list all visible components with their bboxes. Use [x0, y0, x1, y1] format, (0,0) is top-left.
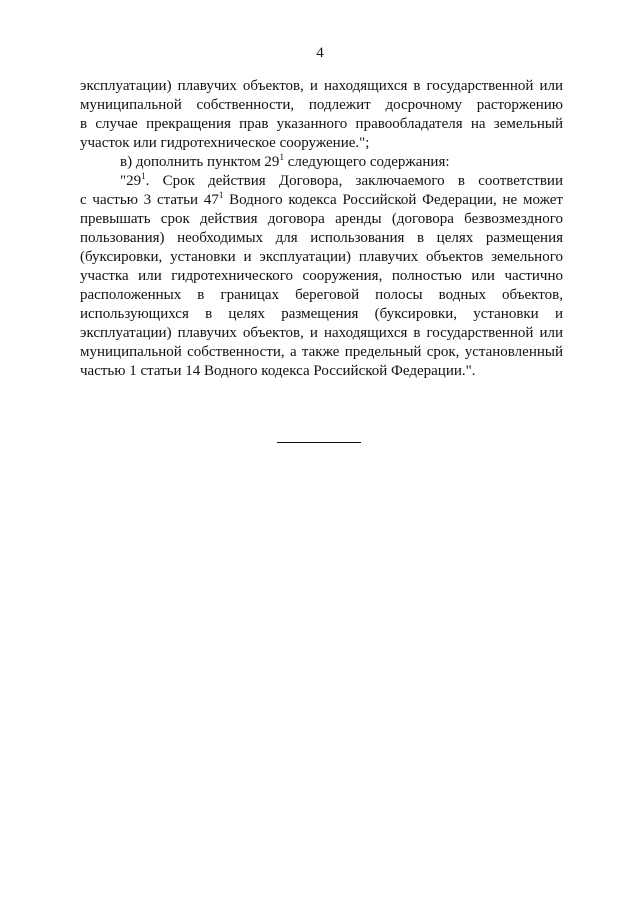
text-line-main: использующихся в целях размещения (буксировки, установки и: [80, 306, 563, 322]
text-line-main: эксплуатации) плавучих объектов, и находящихся в государственной или: [80, 325, 563, 341]
text-line: [80, 324, 563, 343]
text-line: [80, 362, 563, 381]
text-line: [80, 229, 563, 248]
text-line-main: пользования) необходимых для использования в целях размещения: [80, 230, 563, 246]
text-line: [80, 210, 563, 229]
text-line-main: муниципальной собственности, подлежит досрочному расторжению: [80, 97, 563, 113]
text-line: [80, 248, 563, 267]
text-line-main: эксплуатации) плавучих объектов, и находящихся в государственной или: [80, 78, 563, 94]
text-line-main: в случае прекращения прав указанного правообладателя на земельный: [80, 116, 563, 132]
superscript-index: 1: [279, 153, 284, 162]
text-line-main: участок или гидротехническое сооружение.";: [80, 135, 370, 151]
text-line: [80, 153, 563, 172]
text-line-continuation: . Срок действия Договора, заключаемого в соответствии: [145, 173, 563, 189]
text-line: [80, 96, 563, 115]
text-line-main: (буксировки, установки и эксплуатации) плавучих объектов земельного: [80, 249, 563, 265]
text-line: [80, 134, 563, 153]
text-line: [80, 343, 563, 362]
text-line: [80, 286, 563, 305]
superscript-index: 1: [141, 172, 146, 181]
text-line-main: участка или гидротехнического сооружения, полностью или частично: [80, 268, 563, 284]
text-line-main: частью 1 статьи 14 Водного кодекса Российской Федерации.".: [80, 363, 476, 379]
text-line-continuation: следующего содержания:: [283, 154, 450, 170]
end-of-document-rule: [277, 442, 361, 443]
text-line-continuation: Водного кодекса Российской Федерации, не может: [223, 192, 563, 208]
superscript-index: 1: [218, 191, 224, 200]
text-line-main: с частью 3 статьи 47: [80, 192, 219, 208]
text-line: [80, 305, 563, 324]
text-line: [80, 267, 563, 286]
text-line-main: расположенных в границах береговой полосы водных объектов,: [80, 287, 563, 303]
text-line-main: в) дополнить пунктом 29: [120, 154, 280, 170]
page-number: 4: [316, 45, 324, 61]
text-line: [80, 115, 563, 134]
text-line: [80, 172, 563, 191]
text-line-main: превышать срок действия договора аренды (договора безвозмездного: [80, 211, 563, 227]
text-line: [80, 191, 563, 210]
text-line-main: муниципальной собственности, а также предельный срок, установленный: [80, 344, 563, 360]
document-body: [80, 77, 563, 381]
text-line: [80, 77, 563, 96]
text-line-main: "29: [120, 173, 142, 189]
